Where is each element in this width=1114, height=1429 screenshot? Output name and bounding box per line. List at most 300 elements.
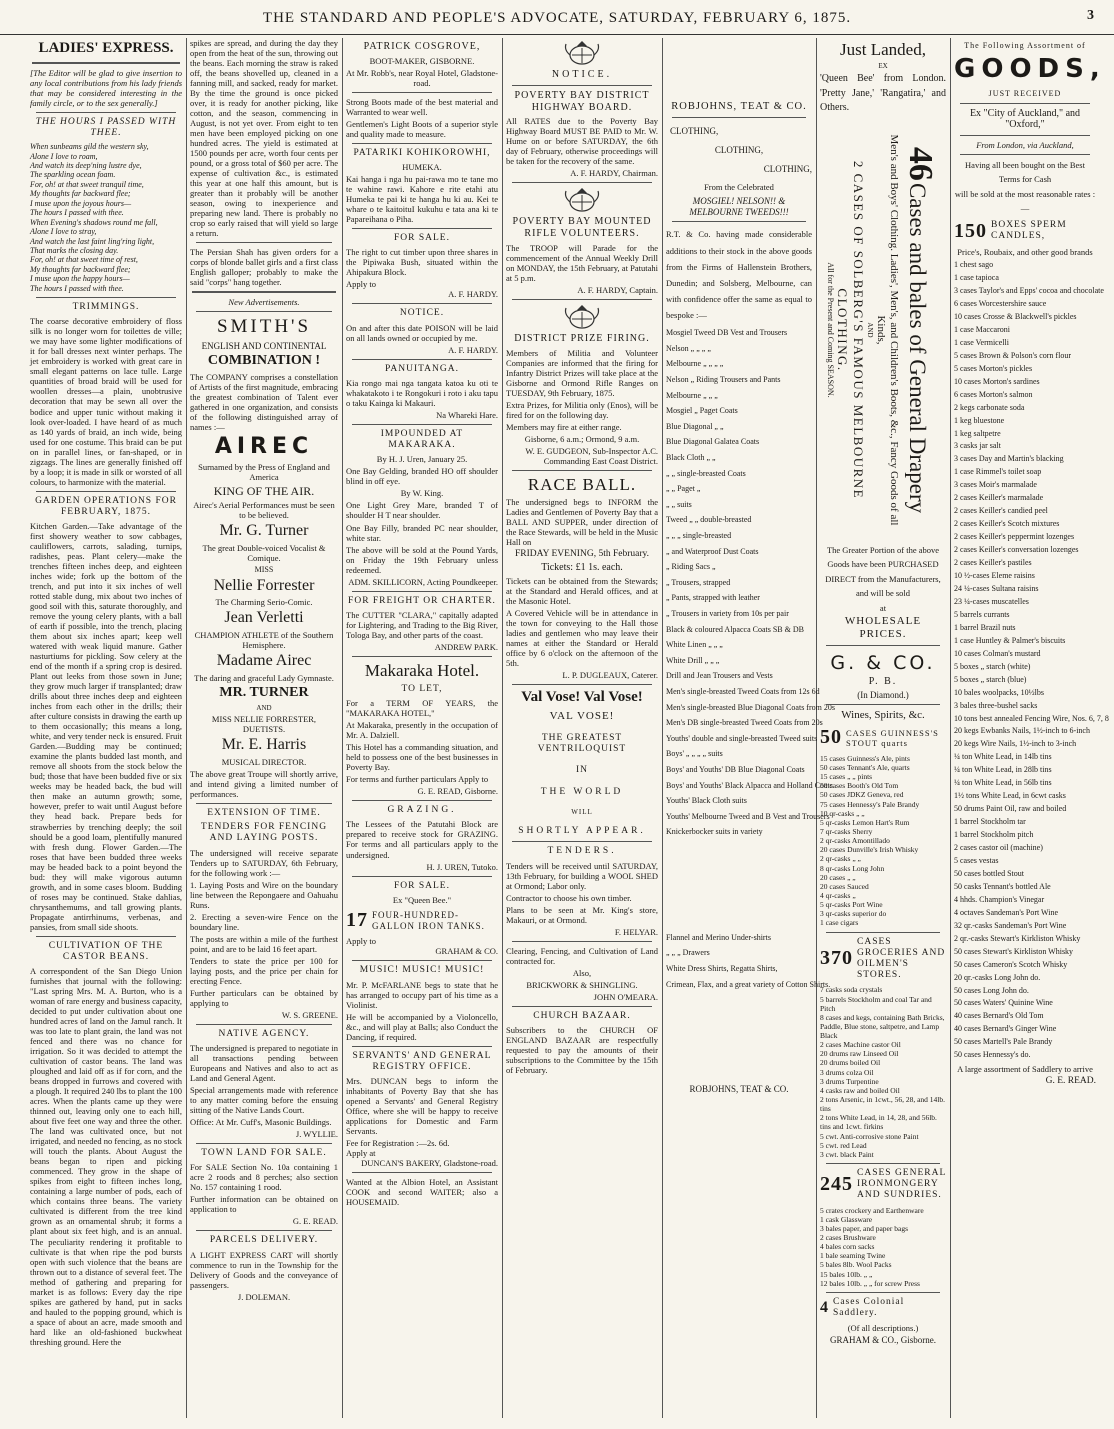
wine-item: 50 cases Tennant's Ale, quarts xyxy=(820,763,910,773)
turner-name: Mr. G. Turner xyxy=(219,522,309,540)
race-ball-date: FRIDAY EVENING, 5th February. xyxy=(514,549,650,560)
goods-item: 3 cases Taylor's and Epps' cocoa and chocolate xyxy=(954,286,1104,296)
native-agency-title: NATIVE AGENCY. xyxy=(218,1028,310,1039)
wine-item: 7 qr-casks Sherry xyxy=(820,827,873,836)
divider xyxy=(36,297,176,298)
clothing-item: Nelson „ „ „ „ xyxy=(666,343,711,353)
column-smiths-combination xyxy=(190,38,343,1418)
groceries-number: 370 xyxy=(820,947,853,970)
stout-title: CASES GUINNESS'S STOUT quarts xyxy=(846,728,939,749)
grocery-item: 8 cases and kegs, containing Bath Bricks, Paddle, Blue stone, saltpetre, and Lamp Black xyxy=(820,1012,945,1041)
saddlery-arrive: A large assortment of Saddlery to arrive xyxy=(957,1064,1093,1075)
goods-item: 3 bales three-bushel sacks xyxy=(954,700,1038,710)
to-let-text: For a TERM OF YEARS, the "MAKARAKA HOTEL," xyxy=(346,698,498,719)
tanks-number: 17 xyxy=(346,908,368,931)
ventriloquist-will: WILL xyxy=(571,807,593,816)
prize-title: DISTRICT PRIZE FIRING. xyxy=(514,333,650,345)
goods-item: 2 cases Keiller's candied peel xyxy=(954,506,1048,516)
castor-text-continued: spikes are spread, and during the day they open from the heat of the sun, throwing out the beans. Each morning the straw is raked off, the beans shovelled up, cleaned in a fanning mill, and sacked, ready for market. By the time the ground is once picked over, it is ready for another picking, like cotton, and the season, commencing in August, is not yet over. From eight to ten men have been employed picking on one hundred acres. The yield is estimated at 1500 pounds per acre, worth four cents per pound, or a gross total of $60 per acre. The expense of cultivation &c., is estimated this year at one half this amount, but is greater than it probably will be another season, owing to inexperience and preparing new land. There is probably no crop so early raised that will yield so large a return. xyxy=(190,38,338,239)
saddlery-number: 4 xyxy=(820,1298,829,1316)
tenders-text: Tenders will be received until SATURDAY, 13th February, for building a WOOL SHED at Ormond; Labor only. xyxy=(506,860,658,891)
spacer xyxy=(666,992,812,1082)
goods-item: 3 cases Moir's marmalade xyxy=(954,480,1037,490)
ironmongery-number: 245 xyxy=(820,1173,853,1196)
goods-item: ¼ ton White Lead, in 56lb tins xyxy=(954,778,1052,788)
shirts-list xyxy=(666,930,831,992)
goods-item: 20 kegs Ewbanks Nails, 1½-inch to 6-inch xyxy=(954,726,1090,736)
goods-item: 2 cases Keiller's marmalade xyxy=(954,493,1044,503)
wholesale-prices: WHOLESALE PRICES. xyxy=(844,614,922,640)
clothing-item: „ Riding Sacs „ xyxy=(666,562,716,572)
castor-text: A correspondent of the San Diego Union furnishes that journal with the following: "Last spring Mrs. M. A. Burton, who is a woman of rare energy and business capacity, decided to put under cultivation about one hundred acres of land on the Jamul ranch. It was too late to plant grain, the land was not fenced and there was no chance for irrigation. So it was decided to attempt the cultivation of castor beans. The land was ploughed and laid off as if for corn, and the beans dropped in furrows and covered with a plough. It required 240 lbs to plant the 100 acres. When the plants came up they were thinned out, leaving only one to each hill, about five feet one way and three the other. The land was cultivated once, but not irrigated, and needed no fencing, as no stock will touch the plants. About August the beans began to ripen and picking commenced. They grow in the shape of spikes from eight to fifteen inches long, containing a large number of pods, each of which contains three beans. The variety cultivated is different from the tree kind grown as an ornamental shrub; it forms a plant about six feet high, and is an annual. The peculiarity rendering it profitable to cultivate is that when ripe the pod bursts open with such violence that the beans are thrown out to a distance of several feet. The method of gathering and preparing for market is as follows: Every day the ripe spikes are gathered by hand, put in sacks and hauled to the popping ground, which is a space of about an acre, made smooth and hard like an old-fashioned buckwheat threshing ground. Here the xyxy=(30,966,182,1347)
ventriloquist-world: THE WORLD xyxy=(540,786,624,797)
wine-item: 15 cases Guinness's Ale, pints xyxy=(820,753,910,763)
drapery-and: AND xyxy=(866,322,875,338)
divider xyxy=(352,424,492,425)
impounded-item-3: One Light Grey Mare, branded T of shoulder H T near shoulder. xyxy=(346,500,498,521)
goods-item: 5 boxes „ starch (blue) xyxy=(954,674,1027,684)
clearing-text: Clearing, Fencing, and Cultivation of Land contracted for. xyxy=(506,945,658,966)
clothing-item: Boys' „ „ „ „ suits xyxy=(666,749,723,759)
cosgrove-text: Strong Boots made of the best material and Warranted to wear well. xyxy=(346,96,498,117)
madame-desc: The daring and graceful Lady Gymnaste. xyxy=(194,673,334,684)
ladies-express-heading: LADIES' EXPRESS. xyxy=(38,40,174,56)
clearing-work: BRICKWORK & SHINGLING. xyxy=(526,979,638,990)
goods-item: 24 ¼-cases Sultana raisins xyxy=(954,583,1039,593)
goods-item: 1 case tapioca xyxy=(954,273,999,283)
goods-item: 5 boxes „ starch (white) xyxy=(954,661,1031,671)
clothing-item: Blue Diagonal Galatea Coats xyxy=(666,437,760,447)
to-let: TO LET, xyxy=(401,683,443,694)
goods-item: 2 cases Keiller's peppermint lozenges xyxy=(954,532,1075,542)
wines-title: Wines, Spirits, &c. xyxy=(841,709,925,722)
native-agency-text2: Special arrangements made with reference to any matter coming before the ensuing sitting of the Native Lands Court. xyxy=(190,1085,338,1116)
cosgrove-sub: BOOT-MAKER, GISBORNE. xyxy=(369,55,475,66)
column-local-notices xyxy=(346,38,503,1418)
for-sale-tanks-title: FOR SALE. xyxy=(394,880,450,891)
poem-title: THE HOURS I PASSED WITH THEE. xyxy=(35,116,177,138)
troupe-text: The above great Troupe will shortly arrive, and intend giving a limited number of performances. xyxy=(190,768,338,799)
goods-item: 50 cases Long John do. xyxy=(954,985,1029,995)
clothing-item: Blue Diagonal „ „ xyxy=(666,421,724,431)
notice-poison-text: On and after this date POISON will be laid on all lands owned or occupied by me. xyxy=(346,322,498,343)
clothing-item: Tweed „ „ double-breasted xyxy=(666,515,752,525)
tenders-fencing-text4: Further particulars can be obtained by applying to xyxy=(190,987,338,1008)
ironmongery-item: 12 bales 10lb. „ „ for screw Press xyxy=(820,1278,920,1288)
clothing-item: Youths' Black Cloth suits xyxy=(666,796,747,806)
goods-item: 1 keg bluestone xyxy=(954,415,1005,425)
bazaar-text: Subscribers to the CHURCH OF ENGLAND BAZAAR are respectfully requested to pay the amounts of their subscriptions to the Committee by the 15th of February. xyxy=(506,1024,658,1075)
divider xyxy=(512,1006,652,1007)
panuitanga-title: PANUITANGA. xyxy=(384,363,460,374)
drapery-number: 46 xyxy=(902,147,940,182)
saddlery-sub: (Of all descriptions.) xyxy=(847,1323,919,1334)
prize-time: Gisborne, 6 a.m.; Ormond, 9 a.m. xyxy=(524,434,640,445)
clothing-item: „ Pants, strapped with leather xyxy=(666,593,760,603)
clothing-item: Knickerbocker suits in variety xyxy=(666,827,763,837)
wine-item: 8 qr-casks Long John xyxy=(820,863,885,873)
ironmongery-item: 1 bale seaming Twine xyxy=(820,1251,886,1261)
grocery-item: 7 casks soda crystals xyxy=(820,985,883,995)
poem-line: And watch its deep'ning lustre dye, xyxy=(30,161,142,171)
candles-sub: Price's, Roubaix, and other good brands xyxy=(957,247,1093,258)
val-vose-title: Val Vose! Val Vose! xyxy=(521,689,643,706)
harris-desc: MUSICAL DIRECTOR. xyxy=(221,756,307,767)
divider xyxy=(512,684,652,685)
from-celebrated: From the Celebrated xyxy=(704,182,774,193)
candles-number: 150 xyxy=(954,219,987,242)
goods-item: 20 qr.-casks Long John do. xyxy=(954,972,1041,982)
gco-mark: G. & CO. xyxy=(830,651,936,674)
poem-line: Alone I love to stray, xyxy=(30,227,97,237)
wine-item: 20 cases „ „ xyxy=(820,872,856,882)
harris-name: Mr. E. Harris xyxy=(221,736,307,754)
clothing-item: Mosgiel Tweed DB Vest and Trousers xyxy=(666,328,788,338)
divider xyxy=(512,299,652,300)
bazaar-title: CHURCH BAZAAR. xyxy=(533,1010,631,1021)
masthead xyxy=(0,0,1114,35)
columns xyxy=(30,38,1109,1418)
divider xyxy=(826,932,940,933)
panuitanga-sign: Na Whareki Hare. xyxy=(436,409,498,420)
ventriloquist-line: THE GREATEST VENTRILOQUIST xyxy=(537,733,627,755)
poem-line: My thoughts far backward flee; xyxy=(30,264,131,274)
goods-item: 6 cases Worcestershire sauce xyxy=(954,299,1047,308)
madame-name: Madame Airec xyxy=(216,652,312,670)
jean-desc: CHAMPION ATHLETE of the Southern Hemisphere. xyxy=(194,630,334,651)
wine-item: 15 cases „ „ pints xyxy=(820,772,873,782)
grocery-item: 4 casks raw and boiled Oil xyxy=(820,1085,900,1095)
clothing-item: Boys' and Youths' DB Blue Diagonal Coats xyxy=(666,764,805,774)
rotated-drapery-text xyxy=(826,130,940,530)
native-agency-text: The undersigned is prepared to negotiate in all transactions pending between Europeans and Natives and also to act as Land and General Agent. xyxy=(190,1043,338,1084)
shirt-item: Crimean, Flax, and a great variety of Cotton Shirts. xyxy=(666,979,831,989)
clothing-item: Men's DB single-breasted Tweed Coats from 20s xyxy=(666,718,823,728)
goods-item: 5 cases Brown & Polson's corn flour xyxy=(954,350,1071,360)
goods-item: 50 casks Tennant's bottled Ale xyxy=(954,881,1051,891)
native-agency-office: Office: At Mr. Cuff's, Masonic Buildings. xyxy=(190,1117,332,1128)
parcels-title: PARCELS DELIVERY. xyxy=(209,1235,319,1246)
servants-sign: DUNCAN'S BAKERY, Gladstone-road. xyxy=(361,1158,498,1169)
trimmings-text: The coarse decorative embroidery of floss silk is no longer worn for toilettes de ville; we may have some lighter modifications of it for ball dresses next winter perhaps. The jet embroidery is worked with great care in small elegant patterns on lace tulle. Large quantities of broad braid will be used for woollen dresses—a plain, unobtrusive decoration that may be sewn all over the bodice and upper tunic without making it look over-loaded. I have heard of as much as 140 yards of braid, an inch wide, being used for one costume. This braid can be put on in parallel lines, or fan-shaped, or in zigzags. The lines are generally finished off by a loop; it is made in silk or worsted of all colours, to harmonize with the material. xyxy=(30,316,182,487)
prize-sign: W. E. GUDGEON, Sub-Inspector A.C. Commanding East Coast District. xyxy=(525,446,658,467)
wine-item: 1 case cigars xyxy=(820,918,859,928)
wine-item: 3 qr-casks superior do xyxy=(820,909,887,919)
goods-item: 1 barrel Stockholm tar xyxy=(954,817,1026,827)
clothing-item: Youths' Melbourne Tweed and B Vest and Trousers xyxy=(666,811,830,821)
grocery-item: 5 cwt. Anti-corrosive stone Paint xyxy=(820,1131,919,1141)
wine-item: 50 cases Booth's Old Tom xyxy=(820,781,899,791)
tanks-apply: Apply to xyxy=(346,936,376,947)
drapery-season: All for the Present and Coming SEASON. xyxy=(826,262,836,398)
divider xyxy=(352,876,492,877)
goods-item: 1 case Huntley & Palmer's biscuits xyxy=(954,635,1066,645)
clothing-item: Boys' and Youths' Black Alpacca and Holland Coats xyxy=(666,780,833,790)
divider xyxy=(352,800,492,801)
just-received: JUST RECEIVED xyxy=(988,89,1062,99)
servants-fee: Fee for Registration :—2s. 6d. xyxy=(346,1138,450,1149)
grocery-item: 20 drums boiled Oil xyxy=(820,1058,881,1068)
goods-item: 2 cases Keiller's conversation lozenges xyxy=(954,545,1079,555)
in-diamond: (In Diamond.) xyxy=(857,689,909,700)
smiths-combination: COMBINATION ! xyxy=(207,353,321,369)
goods-item: 1 chest sago xyxy=(954,260,994,270)
clothing-item: „ Trousers, strapped xyxy=(666,577,731,587)
tenders-item-1: 1. Laying Posts and Wire on the boundary line between the Repongaere and Oahuahu Runs. xyxy=(190,879,338,910)
smiths-title: SMITH'S xyxy=(216,316,312,338)
grocery-item: 5 barrels Stockholm and coal Tar and Pitch xyxy=(820,994,932,1013)
poem-line: The hours I passed with thee. xyxy=(30,283,124,293)
sold-text: will be sold at the most reasonable rates :— xyxy=(954,189,1096,213)
clothing-2: CLOTHING, xyxy=(714,144,764,155)
column-notices-race-ball xyxy=(506,38,663,1418)
goods-item: 50 cases bottled Stout xyxy=(954,868,1024,878)
town-land-sign: G. E. READ. xyxy=(292,1216,338,1227)
divider xyxy=(192,291,336,293)
race-ball-text3: A Covered Vehicle will be in attendance in the town for conveying to the Hall those ladies and gentlemen who may leave their names at either the Standard or Herald office by 6 o'clock on the afternoon of the 5th. xyxy=(506,608,658,669)
ships-list: 'Queen Bee' from London. 'Pretty Jane,' 'Rangatira,' and Others. xyxy=(820,73,946,114)
tenders-fencing-text3: Tenders to state the price per 100 for laying posts, and the price per chain for erecting Fence. xyxy=(190,955,338,986)
goods-item: 40 cases Bernard's Old Tom xyxy=(954,1011,1044,1021)
goods-item: 10 cases Crosse & Blackwell's pickles xyxy=(954,311,1077,321)
poem-line: My thoughts far backward flee; xyxy=(30,189,131,199)
impounded-item-4: One Bay Filly, branded PC near shoulder, white star. xyxy=(346,522,498,543)
servants-apply: Apply at xyxy=(346,1148,376,1159)
clothing-1: CLOTHING, xyxy=(670,126,719,137)
bought-text: Having all been bought on the Best Terms for Cash xyxy=(965,160,1085,184)
shirt-item: „ „ „ Drawers xyxy=(666,948,710,958)
race-ball-text2: Tickets can be obtained from the Stewards; at the Standard and Herald offices, and at the Masonic Hotel. xyxy=(506,576,658,607)
grocery-item: 2 tons Arsenic, in 1cwt., 56, 28, and 14lb. tins xyxy=(820,1095,945,1114)
drapery-lines: Men's and Boys' Clothing. Ladies', Men's, and Children's Boots, &c., Fancy Goods of all Kinds, xyxy=(875,134,901,526)
divider xyxy=(512,85,652,86)
divider xyxy=(352,1172,492,1173)
ventriloquist-appear: SHORTLY APPEAR. xyxy=(518,826,646,837)
divider xyxy=(512,470,652,471)
airec-sub: Surnamed by the Press of England and America xyxy=(198,461,330,482)
highway-title: POVERTY BAY DISTRICT HIGHWAY BOARD. xyxy=(514,89,650,113)
for-sale-apply: Apply to xyxy=(346,279,376,290)
grocery-item: 3 drums colza Oil xyxy=(820,1067,874,1077)
race-ball-tickets: Tickets: £1 1s. each. xyxy=(541,562,623,574)
for-sale-sign: A. F. HARDY. xyxy=(448,289,498,300)
ironmongery-item: 3 bales paper, and paper bags xyxy=(820,1223,908,1233)
divider xyxy=(826,645,940,646)
divider xyxy=(352,143,492,144)
freight-text: The CUTTER "CLARA," capitally adapted for Lightering, and Trading to the Big River, Tologa Bay, and other parts of the coast. xyxy=(346,609,498,640)
goods-item: 1 case Maccaroni xyxy=(954,324,1010,334)
divider xyxy=(826,1292,940,1293)
from-london: From London, via Auckland, xyxy=(976,140,1074,151)
royal-crest-icon xyxy=(560,40,604,66)
column-read-goods xyxy=(954,38,1109,1418)
clothing-item: Men's single-breasted Blue Diagonal Coats from 20s xyxy=(666,702,835,712)
tenders-item-2: 2. Erecting a seven-wire Fence on the boundary line. xyxy=(190,911,338,932)
ironmongery-item: 5 bales 8lb. Wool Packs xyxy=(820,1260,892,1270)
drapery-solberg: 2 CASES OF SOLBERG'S FAMOUS MELBOURNE CLOTHING. xyxy=(835,161,866,500)
goods-item: 10 cases Morton's sardines xyxy=(954,376,1040,386)
clearing-also: Also, xyxy=(572,967,592,978)
for-sale-title: FOR SALE. xyxy=(394,233,450,244)
grocery-item: 5 cwt. red Lead xyxy=(820,1140,867,1150)
divider xyxy=(32,62,180,64)
page-number: 3 xyxy=(1087,8,1094,23)
clothing-item: Melbourne „ „ „ xyxy=(666,390,718,400)
goods-item: 1 barrel Stockholm pitch xyxy=(954,830,1034,840)
greater-portion: The Greater Portion of the above Goods have been PURCHASED DIRECT from the Manufacturers, and will be sold xyxy=(825,544,941,599)
clothing-item: Men's single-breasted Tweed Coats from 12s 6d xyxy=(666,686,820,696)
cosgrove-address: At Mr. Robb's, near Royal Hotel, Gladstone-road. xyxy=(346,67,498,88)
prize-text3: Members may fire at either range. xyxy=(506,422,622,433)
wine-item: 2 qr-casks Amontillado xyxy=(820,836,890,846)
read-sign: G. E. READ. xyxy=(1045,1076,1096,1087)
race-ball-text: The undersigned begs to INFORM the Ladies and Gentlemen of Poverty Bay that a BALL AND SUPPER, under direction of the Race Stewards, will be held in the Music Hall on xyxy=(506,497,658,548)
divider xyxy=(352,960,492,961)
tenders-fencing-text2: The posts are within a mile of the furthest point, and are to be laid 16 feet apart. xyxy=(190,933,338,954)
servants-title: SERVANTS' AND GENERAL REGISTRY OFFICE. xyxy=(352,1050,492,1072)
highway-sign: A. F. HARDY, Chairman. xyxy=(570,168,658,179)
music-text: Mr. P. McFARLANE begs to state that he has arranged to occupy part of his time as a Violinist. xyxy=(346,979,498,1010)
at-label: at xyxy=(879,602,887,613)
poem-line: For, oh! at that sweet time of rest, xyxy=(30,255,138,265)
divider xyxy=(352,303,492,304)
poem-line: I muse upon the happy hours— xyxy=(30,274,130,284)
goods-item: 4 hhds. Champion's Vinegar xyxy=(954,894,1045,904)
wine-item: 50 cases JDKZ Geneva, red xyxy=(820,790,904,800)
goods-item: 10 cases Colman's mustard xyxy=(954,648,1041,658)
jean-name: Jean Verletti xyxy=(224,609,304,627)
grocery-item: 20 drums raw Linseed Oil xyxy=(820,1049,899,1059)
divider xyxy=(512,182,652,183)
clothing-item: White Drill „ „ „ xyxy=(666,655,720,665)
notice-title: NOTICE. xyxy=(551,69,613,80)
tenders-fencing-title: TENDERS FOR FENCING AND LAYING POSTS. xyxy=(200,822,328,844)
poem-line: When sunbeams gild the western sky, xyxy=(30,142,149,152)
music-title: MUSIC! MUSIC! MUSIC! xyxy=(359,965,485,976)
wine-item: 2 qr-casks „ „ xyxy=(820,854,861,864)
wine-item: 20 cases Dunville's Irish Whisky xyxy=(820,845,919,855)
clothing-item: „ „ suits xyxy=(666,499,692,509)
spacer xyxy=(666,38,812,98)
goods-item: 1 case Rimmel's toilet soap xyxy=(954,467,1042,477)
garden-title: GARDEN OPERATIONS FOR FEBRUARY, 1875. xyxy=(35,495,177,517)
goods-item: 1½ tons White Lead, in 6cwt casks xyxy=(954,791,1066,801)
goods-item: 10 ½-cases Eleme raisins xyxy=(954,571,1035,581)
highway-text: All RATES due to the Poverty Bay Highway Board MUST BE PAID to Mr. W. Hume on or before SATURDAY, the 6th day of February, otherwise proceedings will be taken for the recovery of the same. xyxy=(506,116,658,167)
clearing-sign: JOHN O'MEARA. xyxy=(593,991,658,1002)
panuitanga-text: Kia rongo mai nga tangata katoa ku oti te whakatakoto i te Rongokuri i roto i aku tapu o taku Kainga ki Makauri. xyxy=(346,377,498,408)
grazing-title: GRAZING. xyxy=(387,805,457,816)
tanks-text: FOUR-HUNDRED-GALLON IRON TANKS. xyxy=(372,909,485,931)
castor-title: CULTIVATION OF THE CASTOR BEANS. xyxy=(48,940,164,962)
smiths-sub: ENGLISH AND CONTINENTAL xyxy=(201,340,327,351)
goods-item: 2 cases Keiller's pastiles xyxy=(954,558,1032,568)
ironmongery-item: 15 bales 10lb. „ „ xyxy=(820,1269,873,1279)
to-let-text2: At Makaraka, presently in the occupation of Mr. A. Dalziell. xyxy=(346,720,498,741)
assortment-intro: The Following Assortment of xyxy=(964,41,1086,50)
goods-item: 50 cases Waters' Quinine Wine xyxy=(954,998,1053,1008)
divider xyxy=(196,242,332,243)
divider xyxy=(672,221,806,222)
clothing-item: Black Cloth „ „ xyxy=(666,453,716,463)
goods-item: 40 cases Bernard's Ginger Wine xyxy=(954,1024,1057,1034)
clothing-item: Black & coloured Alpacca Coats SB & DB xyxy=(666,624,804,634)
patariki-title: PATARIKI KOHIKOROWHI, xyxy=(353,147,491,158)
extension-title: EXTENSION OF TIME. xyxy=(207,807,321,818)
poem-line: That marks the closing day. xyxy=(30,245,119,255)
goods-item: 10 tons best annealed Fencing Wire, Nos. 6, 7, 8 xyxy=(954,713,1109,723)
divider xyxy=(960,135,1090,136)
editor-note: [The Editor will be glad to give insertion to any local contributions from his lady friends that may be considered interesting in the family circle, or to the sex generally.] xyxy=(30,67,182,108)
divider xyxy=(352,1046,492,1047)
to-let-text4: For terms and further particulars Apply to xyxy=(346,774,489,785)
rotated-drapery-ad xyxy=(820,118,946,543)
poem-line: I muse upon the joyous hours— xyxy=(30,198,132,208)
cosgrove-title: PATRICK COSGROVE, xyxy=(363,41,481,52)
patariki-sub: HUMEKA. xyxy=(402,162,442,173)
cosgrove-text2: Gentlemen's Light Boots of a superior style and quality made to measure. xyxy=(346,118,498,139)
clothing-item: Nelson „ Riding Trousers and Pants xyxy=(666,375,781,385)
drapery-headline xyxy=(900,130,940,530)
ex-ships: Ex "City of Auckland," and "Oxford," xyxy=(969,107,1081,131)
rifle-sign: A. F. HARDY, Captain. xyxy=(577,285,658,296)
goods-item: 2 cases castor oil (machine) xyxy=(954,843,1043,853)
clothing-item: „ Trousers in variety from 10s per pair xyxy=(666,608,789,618)
airec-title: AIREC xyxy=(214,434,314,460)
divider xyxy=(672,117,806,118)
poem-line: For, oh! at that sweet tranquil time, xyxy=(30,179,144,189)
wine-list xyxy=(820,754,946,928)
tenders-text2: Contractor to choose his own timber. xyxy=(506,892,632,903)
royal-crest-icon xyxy=(560,187,604,213)
goods-item: 1 case Vermicelli xyxy=(954,337,1009,347)
town-land-text2: Further information can be obtained on application to xyxy=(190,1194,338,1215)
divider xyxy=(196,1143,332,1144)
notice-poison-sign: A. F. HARDY. xyxy=(448,344,498,355)
poem-line: The sparkling ocean foam. xyxy=(30,170,116,180)
royal-crest-icon xyxy=(560,304,604,330)
to-let-text3: This Hotel has a commanding situation, and held to possess one of the best businesses in Poverty Bay. xyxy=(346,742,498,773)
grazing-sign: H. J. UREN, Tutoko. xyxy=(426,861,498,872)
music-text2: He will be accompanied by a Violoncello, &c., and will play at Balls; also Conduct the Dancing, if required. xyxy=(346,1011,498,1042)
race-ball-sign: L. P. DUGLEAUX, Caterer. xyxy=(562,670,658,681)
goods-item: 5 cases vestas xyxy=(954,855,999,865)
divider xyxy=(352,359,492,360)
divider xyxy=(196,311,332,312)
garden-text: Kitchen Garden.—Take advantage of the first showery weather to sow cabbages, cauliflowers, carrots, salading, turnips, radishes, peas. Plant celery—make the trenches fifteen inches deep, and eighteen inches wide; fork up the bottom of the trench, and put into it six inches of well rotted stable dung, mix about two inches of good soil with this, saturate thoroughly, and remove the young celery plants, with a ball of earth if possible, into the trench, placing them about six inches apart; keep well watered with weak liquid manure. Gather nasturtiums for pickling. Sow celery at the end of the month if a spring crop is desired. Plant out leeks from those sown in June; they grow much larger if transplanted; draw drills about three inches deep and eighteen inches from each other in the drills; their after culture consists in drawing the earth up to them occasionally; this means a long, white, and very tender neck is ensured. Fruit Garden.—Budding may be continued; examine the plants budded last month, and remove all shoots from the stock below the bud; those that have been budded five or six weeks may be headed back, the bud will then make an autumn growth; some, however, prefer to wait until August before they head back. Prepare beds for strawberries by trenching deeply; the soil should be a good loam, plentifully manured with fresh dung. Flower Garden.—The roses that have been budded three weeks may be headed back to a point beyond the bud: they will make vigorous autumn growth, and in some cases bloom. Budding of roses may be continued. Stake dahlias, chrysanthemums, and tall growing plants. Propagate antirrhinums, verbenas, and pansies, from small side shoots. xyxy=(30,521,182,932)
rifle-text: The TROOP will Parade for the commencement of the Annual Weekly Drill on MONDAY, the 15th February, at Patutahi at 5 p.m. xyxy=(506,243,658,284)
clothing-3: CLOTHING, xyxy=(763,163,812,174)
candles-title: BOXES SPERM CANDLES, xyxy=(991,220,1067,242)
divider xyxy=(512,941,652,942)
goods-item: 50 cases Martell's Pale Brandy xyxy=(954,1037,1053,1047)
goods-item: 2 kegs carbonate soda xyxy=(954,402,1025,412)
native-agency-sign: J. WYLLIE. xyxy=(295,1129,338,1140)
airec-desc: Airec's Aerial Performances must be seen to be believed. xyxy=(193,500,335,521)
wine-item: 4 qr-casks „ xyxy=(820,890,856,900)
tenders-text3: Plans to be seen at Mr. King's store, Makauri, or at Ormond. xyxy=(506,904,658,925)
turner-desc: The great Double-voiced Vocalist & Comique. xyxy=(202,543,326,564)
tenders-title: TENDERS. xyxy=(547,846,617,857)
masthead-title: THE STANDARD AND PEOPLE'S ADVOCATE, SATURDAY, FEBRUARY 6, 1875. xyxy=(262,10,852,26)
firm-name: ROBJOHNS, TEAT & CO. xyxy=(671,101,807,112)
saddlery-title: Cases Colonial Saddlery. xyxy=(833,1296,905,1319)
clothing-item: Drill and Jean Trousers and Vests xyxy=(666,671,773,681)
parcels-text: A LIGHT EXPRESS CART will shortly commence to run in the Township for the Delivery of Goods and the conveyance of passengers. xyxy=(190,1249,338,1290)
goods-item: 20 kegs Wire Nails, 1½-inch to 3-inch xyxy=(954,739,1077,749)
spacer xyxy=(666,840,812,930)
clothing-item: „ and Waterproof Dust Coats xyxy=(666,546,759,556)
